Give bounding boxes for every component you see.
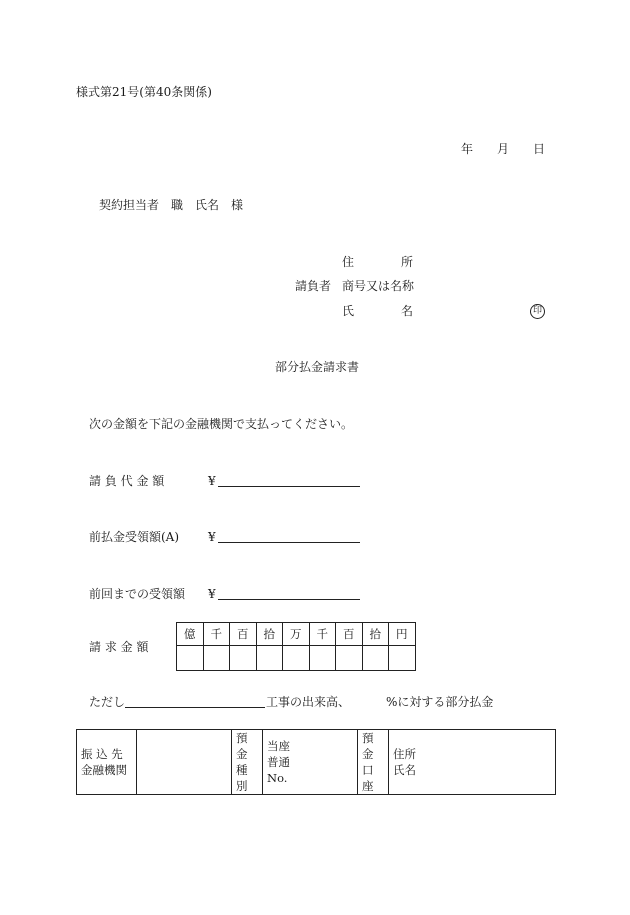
digit-cell[interactable]	[336, 646, 363, 671]
contract-amount-field[interactable]	[218, 486, 360, 487]
deposit-type-label-2: 種別	[236, 763, 248, 793]
digit-header: 百	[336, 623, 363, 646]
date-month: 月	[497, 142, 510, 156]
previous-received-label: 前回までの受領額	[89, 587, 186, 601]
holder-address-label: 住所	[393, 747, 416, 761]
advance-received-currency: ¥	[208, 530, 216, 544]
digit-header: 百	[230, 623, 257, 646]
account-label-1: 預金	[362, 731, 374, 761]
digit-cell[interactable]	[362, 646, 389, 671]
digit-header: 千	[203, 623, 230, 646]
digit-header: 拾	[362, 623, 389, 646]
contractor-label: 請負者	[295, 279, 332, 293]
contractor-name-label-2: 名	[401, 304, 414, 318]
digit-header: 万	[283, 623, 310, 646]
document-title: 部分払金請求書	[275, 360, 360, 374]
digit-cell[interactable]	[203, 646, 230, 671]
deposit-type-cell[interactable]	[263, 730, 358, 795]
seal-mark: 印	[530, 304, 545, 319]
digit-header: 億	[177, 623, 204, 646]
digit-cell[interactable]	[283, 646, 310, 671]
addressee-honorific: 様	[231, 198, 244, 212]
bank-name-field[interactable]	[137, 730, 232, 795]
contractor-address-label-1: 住	[342, 255, 355, 269]
destination-label-1: 振 込 先	[81, 747, 123, 761]
deposit-type-label-1: 預金	[236, 731, 248, 761]
intro-text: 次の金額を下記の金融機関で支払ってください。	[89, 417, 354, 431]
date-year: 年	[461, 142, 474, 156]
account-holder-cell[interactable]	[389, 730, 556, 795]
contractor-address-label-2: 所	[401, 255, 414, 269]
previous-received-field[interactable]	[218, 599, 360, 600]
account-number-label: No.	[267, 771, 288, 785]
digit-header: 円	[389, 623, 416, 646]
addressee-name: 氏名	[195, 198, 220, 212]
advance-received-field[interactable]	[218, 542, 360, 543]
digit-cell[interactable]	[389, 646, 416, 671]
form-number: 様式第21号(第40条関係)	[76, 85, 212, 99]
proviso-prefix: ただし	[89, 695, 126, 709]
contract-amount-label: 請 負 代 金 額	[89, 474, 165, 488]
contractor-name-label-1: 氏	[342, 304, 355, 318]
digit-cell[interactable]	[256, 646, 283, 671]
proviso-work-field[interactable]	[125, 707, 265, 708]
digit-input-row	[177, 646, 416, 671]
destination-label-cell	[77, 730, 137, 795]
deposit-type-current: 当座	[267, 739, 290, 753]
deposit-type-ordinary: 普通	[267, 755, 290, 769]
requested-amount-grid	[176, 622, 416, 671]
digit-header-row	[177, 623, 416, 646]
digit-cell[interactable]	[309, 646, 336, 671]
digit-cell[interactable]	[177, 646, 204, 671]
account-label-2: 口座	[362, 763, 374, 793]
proviso-middle: 工事の出来高、	[266, 695, 351, 709]
previous-received-currency: ¥	[208, 587, 216, 601]
digit-header: 拾	[256, 623, 283, 646]
digit-header: 千	[309, 623, 336, 646]
addressee-position: 職	[171, 198, 184, 212]
bank-transfer-table	[76, 729, 556, 795]
addressee-title: 契約担当者	[99, 198, 160, 212]
requested-amount-label: 請 求 金 額	[89, 640, 149, 654]
holder-name-label: 氏名	[393, 763, 416, 777]
advance-received-label: 前払金受領額(A)	[89, 530, 180, 544]
account-label-cell	[358, 730, 389, 795]
digit-cell[interactable]	[230, 646, 257, 671]
proviso-suffix: %に対する部分払金	[386, 695, 494, 709]
contractor-company-label: 商号又は名称	[342, 279, 415, 293]
deposit-type-label-cell	[232, 730, 263, 795]
date-day: 日	[533, 142, 546, 156]
destination-label-2: 金融機関	[81, 763, 127, 777]
contract-amount-currency: ¥	[208, 474, 216, 488]
